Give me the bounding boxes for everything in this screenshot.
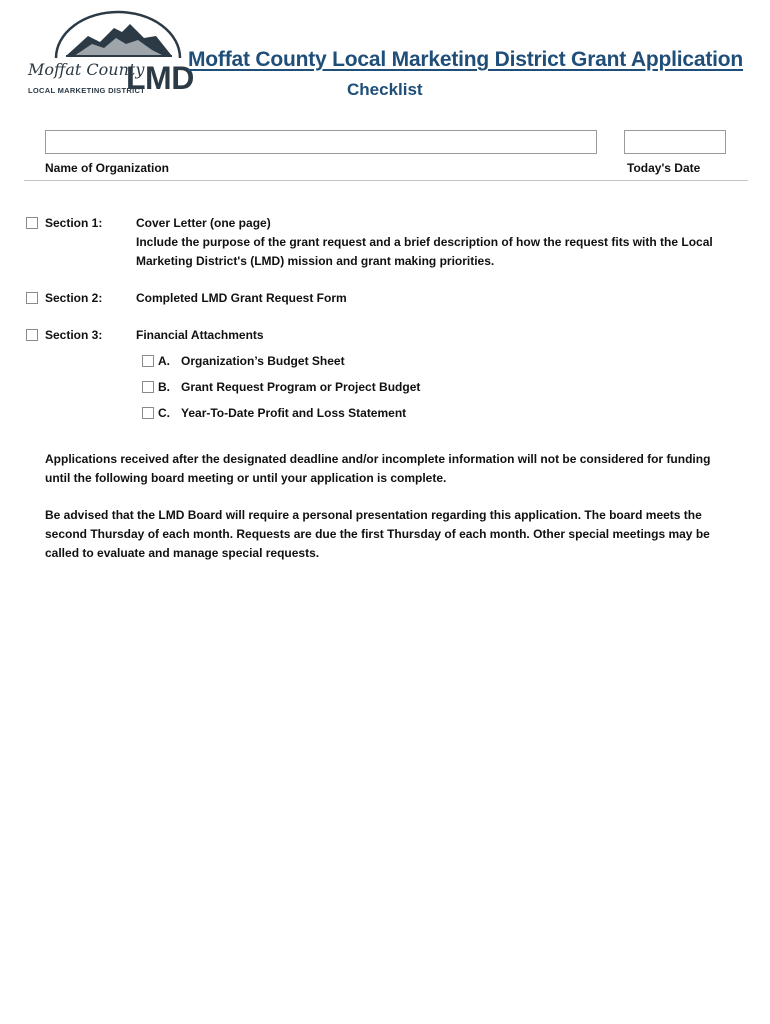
organization-name-label: Name of Organization (45, 161, 170, 175)
header-divider (24, 180, 748, 181)
item-a-letter: A. (158, 354, 170, 368)
item-c-letter: C. (158, 406, 170, 420)
item-b-text: Grant Request Program or Project Budget (181, 380, 421, 394)
section-3-checkbox[interactable] (26, 329, 38, 341)
item-b-checkbox[interactable] (142, 381, 154, 393)
item-a-text: Organization’s Budget Sheet (181, 354, 345, 368)
item-c-checkbox[interactable] (142, 407, 154, 419)
section-2-label: Section 2: (45, 291, 103, 305)
todays-date-input[interactable] (624, 130, 726, 154)
section-1-title: Cover Letter (one page) (136, 216, 271, 230)
todays-date-label: Today's Date (627, 161, 701, 175)
page-title: Moffat County Local Marketing District Grant Application (188, 48, 744, 71)
item-b-letter: B. (158, 380, 170, 394)
section-1-label: Section 1: (45, 216, 103, 230)
presentation-note: Be advised that the LMD Board will require a personal presentation regarding this application. The board meets the second Thursday of each month. Requests are due the first Thursday of each month. Other special meetings may be called to evaluate and manage special requests. (45, 508, 710, 560)
item-c-text: Year-To-Date Profit and Loss Statement (181, 406, 407, 420)
mountain-logo-icon (52, 10, 184, 62)
item-a-checkbox[interactable] (142, 355, 154, 367)
section-2-title: Completed LMD Grant Request Form (136, 291, 347, 305)
section-3-title: Financial Attachments (136, 328, 264, 342)
section-1-checkbox[interactable] (26, 217, 38, 229)
section-1-content (136, 214, 731, 271)
logo-subtitle-text: LOCAL MARKETING DISTRICT (28, 86, 146, 95)
page-subtitle: Checklist (347, 80, 423, 99)
logo-script-text: Moffat County (28, 60, 145, 79)
district-logo (26, 10, 194, 98)
logo-lmd-text: LMD (126, 60, 194, 96)
organization-name-input[interactable] (45, 130, 597, 154)
section-1-detail: Include the purpose of the grant request and a brief description of how the request fits with the Local Marketing District's (LMD) mission and grant making priorities. (136, 235, 713, 268)
deadline-note: Applications received after the designated deadline and/or incomplete information will not be considered for funding until the following board meeting or until your application is complete. (45, 452, 711, 485)
section-2-checkbox[interactable] (26, 292, 38, 304)
section-3-label: Section 3: (45, 328, 103, 342)
